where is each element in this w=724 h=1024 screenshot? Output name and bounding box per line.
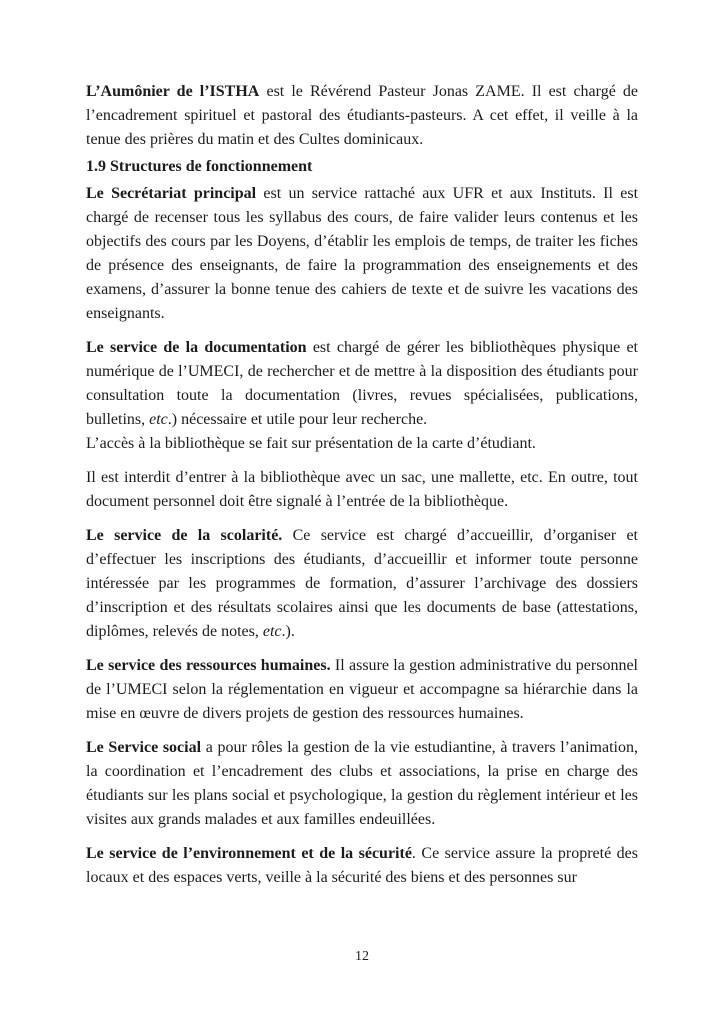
paragraph xyxy=(86,466,638,514)
body-text: .) nécessaire et utile pour leur recherche. xyxy=(167,411,428,428)
bold-lead-text: Le Secrétariat principal xyxy=(86,185,257,202)
body-text: Il est interdit d’entrer à la bibliothèque avec un sac, une mallette, etc. En outre, tout document personnel doit être signalé à l’entrée de la bibliothèque. xyxy=(86,469,638,510)
body-text: . Ce service assure la propreté des locaux et des espaces verts, veille à la sécurité des biens et des personnes sur xyxy=(86,845,638,886)
body-text: Ce service est chargé d’accueillir, d’organiser et d’effectuer les inscriptions des étudiants, d’accueillir et informer toute personne intéressée par les programmes de formation, d’assurer l’archivage des dossiers d’inscription et des résultats scolaires ainsi que les documents de base (attestations, diplômes, relevés de notes, xyxy=(86,527,638,640)
paragraph xyxy=(86,842,638,890)
body-text: est le Révérend Pasteur Jonas ZAME. Il est chargé de l’encadrement spirituel et pastoral des étudiants-pasteurs. A cet effet, il veille à la tenue des prières du matin et des Cultes dominicaux. xyxy=(86,83,639,148)
paragraph xyxy=(86,654,638,726)
paragraph xyxy=(86,182,638,326)
paragraph xyxy=(86,80,638,152)
body-text: est un service rattaché aux UFR et aux Instituts. Il est chargé de recenser tous les syllabus des cours, de faire valider leurs contenus et les objectifs des cours par les Doyens, d’établir les emplois de temps, de traiter les fiches de présence des enseignants, de faire la programmation des enseignements et des examens, d’assurer la bonne tenue des cahiers de texte et de suivre les vacations des enseignants. xyxy=(86,185,639,322)
body-text: est chargé de gérer les bibliothèques physique et numérique de l’UMECI, de rechercher et de mettre à la disposition des étudiants pour consultation toute la documentation (livres, revues spécialisées, publications, bulletins, xyxy=(86,339,638,428)
bold-lead-text: 1.9 Structures de fonctionnement xyxy=(86,158,313,175)
body-text: a pour rôles la gestion de la vie estudiantine, à travers l’animation, la coordination et l’encadrement des clubs et associations, la prise en charge des étudiants sur les plans social et psychologique, la gestion du règlement intérieur et les visites aux grands malades et aux familles endeuillées. xyxy=(86,739,638,828)
bold-lead-text: Le service des ressources humaines. xyxy=(86,657,331,674)
bold-lead-text: Le service de la scolarité. xyxy=(86,527,283,544)
bold-lead-text: Le service de l’environnement et de la sécurité xyxy=(86,845,412,862)
italic-text: etc xyxy=(262,623,282,640)
section-heading xyxy=(86,155,638,179)
paragraph xyxy=(86,524,638,644)
body-text: .). xyxy=(281,623,295,640)
bold-lead-text: Le service de la documentation xyxy=(86,339,307,356)
italic-text: etc xyxy=(149,411,168,428)
document-body xyxy=(86,80,638,890)
body-text: L’accès à la bibliothèque se fait sur présentation de la carte d’étudiant. xyxy=(86,435,536,452)
page-number: 12 xyxy=(355,949,369,964)
paragraph xyxy=(86,736,638,832)
paragraph xyxy=(86,336,638,456)
body-text: Il assure la gestion administrative du personnel de l’UMECI selon la réglementation en vigueur et accompagne sa hiérarchie dans la mise en œuvre de divers projets de gestion des ressources humaines. xyxy=(86,657,638,722)
bold-lead-text: L’Aumônier de l’ISTHA xyxy=(86,83,260,100)
bold-lead-text: Le Service social xyxy=(86,739,202,756)
